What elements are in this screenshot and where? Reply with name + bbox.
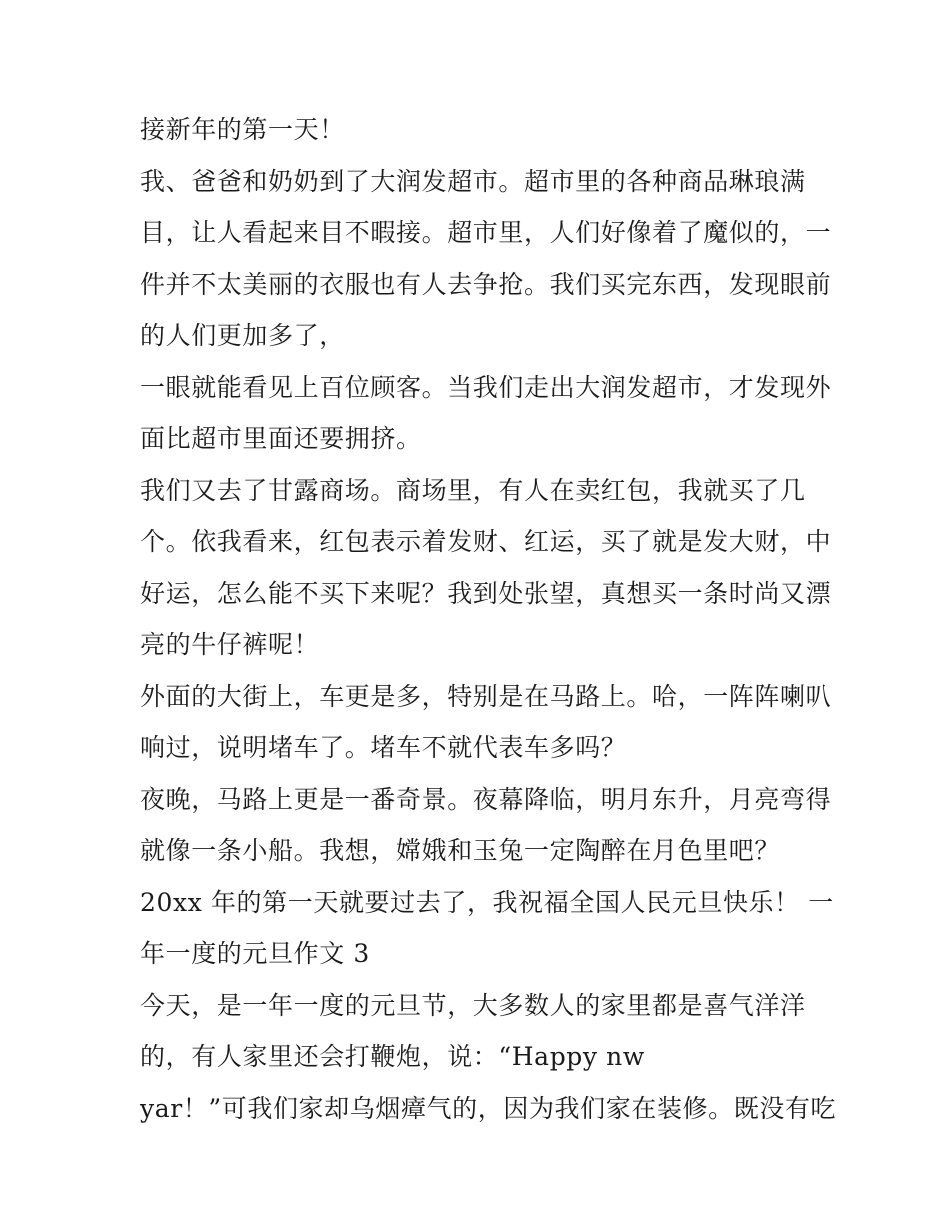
text-line: 好运，怎么能不买下来呢？我到处张望，真想买一条时尚又漂 [140,578,832,608]
text-line: 20xx 年的第一天就要过去了，我祝福全国人民元旦快乐！ 一 [140,887,834,917]
text-line: 响过，说明堵车了。堵车不就代表车多吗？ [140,733,627,762]
text-line: 外面的大街上，车更是多，特别是在马路上。哈，一阵阵喇叭 [140,681,832,711]
text-line: yar！”可我们家却乌烟瘴气的，因为我们家在装修。既没有吃 [140,1093,837,1123]
text-line: 我、爸爸和奶奶到了大润发超市。超市里的各种商品琳琅满 [140,166,806,196]
text-line: 件并不太美丽的衣服也有人去争抢。我们买完东西，发现眼前 [140,269,832,299]
essay-text [140,104,837,1134]
text-line: 面比超市里面还要拥挤。 [140,424,422,453]
text-line: 夜晚，马路上更是一番奇景。夜幕降临，明月东升，月亮弯得 [140,784,832,814]
text-line: 我们又去了甘露商场。商场里，有人在卖红包，我就买了几 [140,475,806,505]
text-line: 今天，是一年一度的元旦节，大多数人的家里都是喜气洋洋 [140,990,806,1020]
text-line: 一眼就能看见上百位顾客。当我们走出大润发超市，才发现外 [140,372,832,402]
text-line: 亮的牛仔裤呢！ [140,630,320,659]
text-line: 年一度的元旦作文 3 [140,939,370,968]
text-line: 目，让人看起来目不暇接。超市里，人们好像着了魔似的，一 [140,218,832,247]
text-line: 的人们更加多了， [140,321,345,350]
text-line: 就像一条小船。我想，嫦娥和玉兔一定陶醉在月色里吧？ [140,836,781,865]
text-line: 接新年的第一天！ [140,115,345,144]
text-line: 个。依我看来，红包表示着发财、红运，买了就是发大财，中 [140,527,832,556]
text-line: 的，有人家里还会打鞭炮，说：“Happy nw [140,1042,645,1071]
